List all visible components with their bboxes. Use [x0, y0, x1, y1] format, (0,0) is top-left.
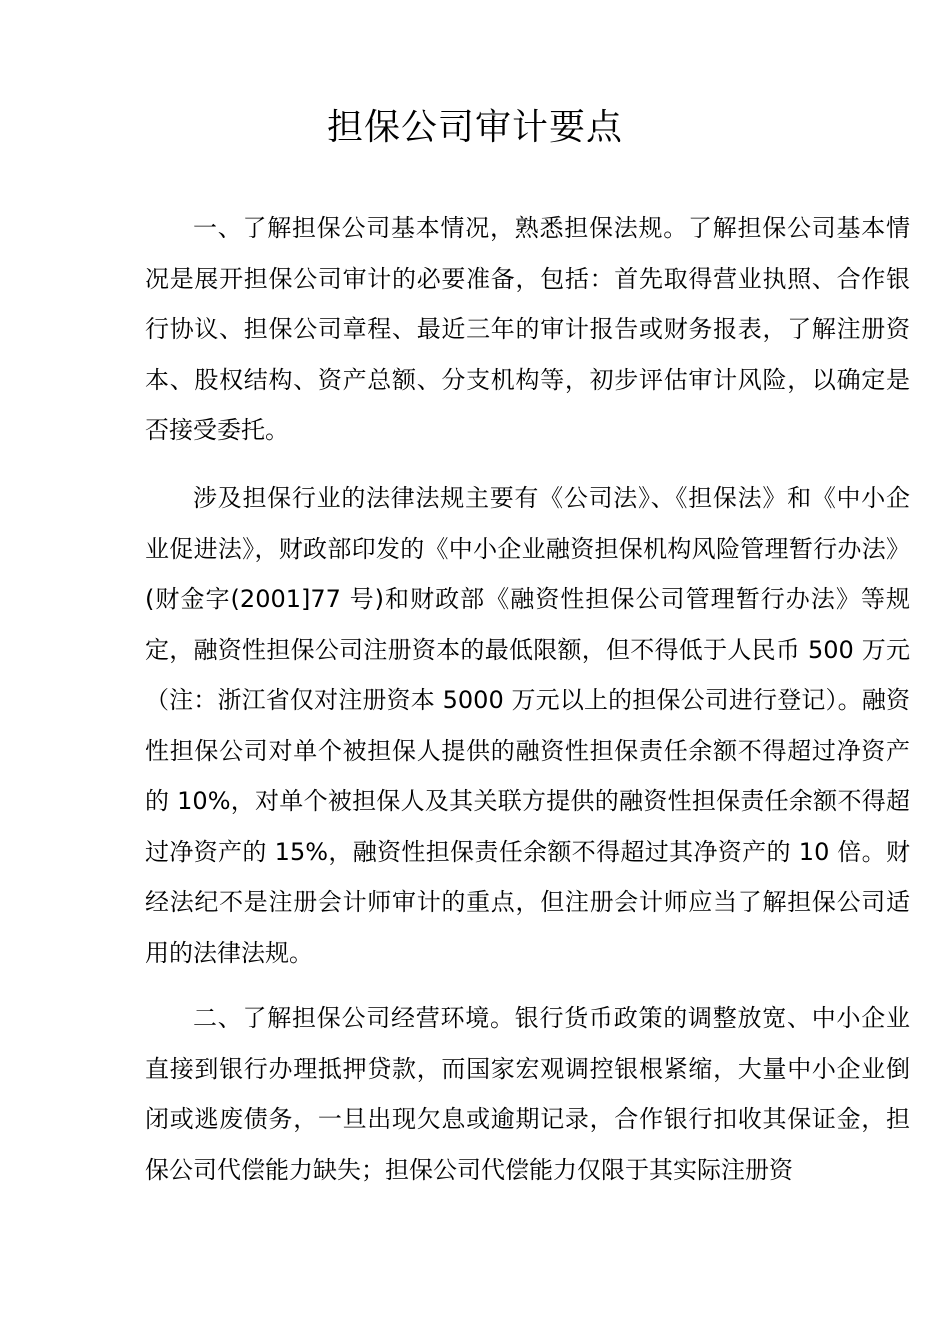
paragraph-3: 二、了解担保公司经营环境。银行货币政策的调整放宽、中小企业直接到银行办理抵押贷款，而国家宏观调控银根紧缩，大量中小企业倒闭或逃废债务，一旦出现欠息或逾期记录，合作银行扣收其保证金，担保公司代偿能力缺失；担保公司代偿能力仅限于其实际注册资 [145, 1004, 910, 1184]
document-title: 担保公司审计要点 [326, 107, 623, 148]
paragraph-2: 涉及担保行业的法律法规主要有《公司法》、《担保法》和《中小企业促进法》，财政部印发的《中小企业融资担保机构风险管理暂行办法》(财金字(2001]77 号)和财政部《融资性担保公司管理暂行办法》等规定，融资性担保公司注册资本的最低限额，但不得低于人民币 500 万元（注：浙江省仅对注册资本 5000 万元以上的担保公司进行登记）。融资性担保公司对单个被担保人提供的融资性担保责任余额不得超过净资产的 10%，对单个被担保人及其关联方提供的融资性担保责任余额不得超过净资产的 15%，融资性担保责任余额不得超过其净资产的 10 倍。财经法纪不是注册会计师审计的重点，但注册会计师应当了解担保公司适用的法律法规。 [145, 484, 910, 967]
paragraph-1: 一、了解担保公司基本情况，熟悉担保法规。了解担保公司基本情况是展开担保公司审计的必要准备，包括：首先取得营业执照、合作银行协议、担保公司章程、最近三年的审计报告或财务报表，了解注册资本、股权结构、资产总额、分支机构等，初步评估审计风险，以确定是否接受委托。 [145, 214, 910, 444]
